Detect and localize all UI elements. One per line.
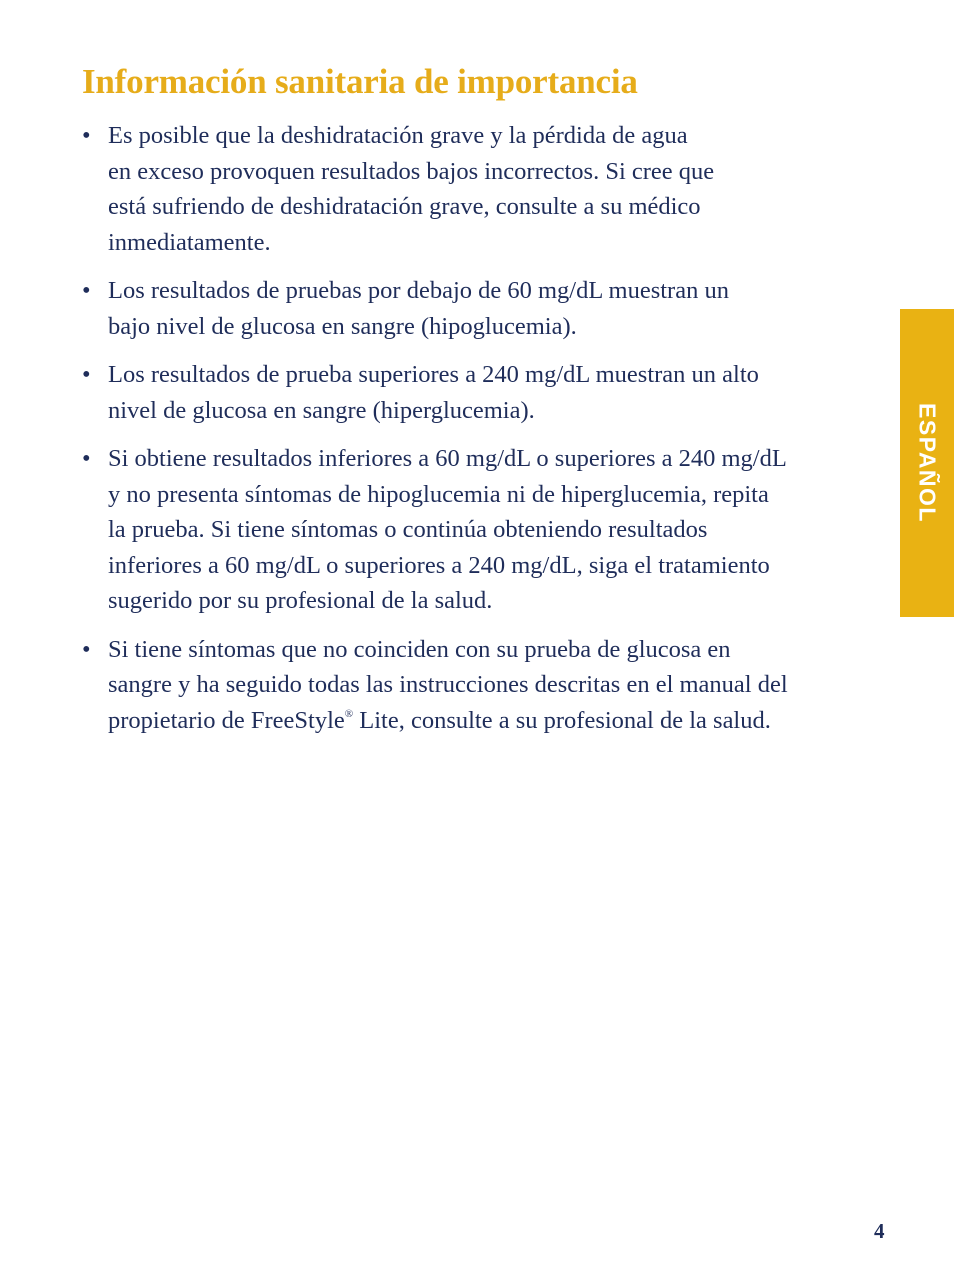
bullet-item-low-results (82, 273, 882, 344)
bullet-mark: • (82, 361, 91, 388)
bullet-line-pre: propietario de FreeStyle (108, 706, 345, 734)
bullet-line: Es posible que la deshidratación grave y la pérdida de agua (108, 122, 688, 149)
bullet-line: inferiores a 60 mg/dL o superiores a 240 mg/dL, siga el tratamiento (108, 551, 770, 579)
bullet-line: y no presenta síntomas de hipoglucemia ni de hiperglucemia, repita (108, 480, 769, 508)
bullet-line: sugerido por su profesional de la salud. (108, 587, 493, 614)
bullet-mark: • (82, 122, 91, 149)
bullet-line: bajo nivel de glucosa en sangre (hipoglucemia). (108, 312, 577, 340)
bullet-line-post: Lite, consulte a su profesional de la salud. (353, 706, 771, 734)
bullet-line: en exceso provoquen resultados bajos incorrectos. Si cree que (108, 157, 715, 185)
bullet-line: la prueba. Si tiene síntomas o continúa obteniendo resultados (108, 516, 708, 543)
bullet-mark: • (82, 445, 91, 472)
bullet-line: nivel de glucosa en sangre (hiperglucemia). (108, 396, 535, 424)
bullet-line: sangre y ha seguido todas las instrucciones descritas en el manual del (108, 671, 788, 698)
bullet-list (82, 118, 882, 751)
bullet-line: Si obtiene resultados inferiores a 60 mg/dL o superiores a 240 mg/dL (108, 445, 787, 472)
bullet-mark: • (82, 635, 91, 663)
bullet-line: Si tiene síntomas que no coinciden con su prueba de glucosa en (108, 635, 731, 663)
bullet-line: Los resultados de prueba superiores a 240 mg/dL muestran un alto (108, 361, 759, 388)
bullet-mark: • (82, 277, 91, 304)
bullet-line: está sufriendo de deshidratación grave, consulte a su médico (108, 193, 701, 220)
registered-mark: ® (344, 707, 354, 720)
bullet-line: inmediatamente. (108, 228, 271, 256)
bullet-item-dehydration (82, 118, 882, 260)
bullet-item-symptoms-mismatch (82, 632, 882, 739)
bullet-item-high-results (82, 357, 882, 428)
bullet-item-retest (82, 441, 882, 619)
language-side-tab (900, 309, 954, 617)
bullet-line: Los resultados de pruebas por debajo de 60 mg/dL muestran un (108, 277, 729, 304)
side-tab-label: ESPAÑOL (914, 403, 941, 523)
page-title: Información sanitaria de importancia (82, 62, 638, 101)
page-number: 4 (874, 1219, 885, 1243)
